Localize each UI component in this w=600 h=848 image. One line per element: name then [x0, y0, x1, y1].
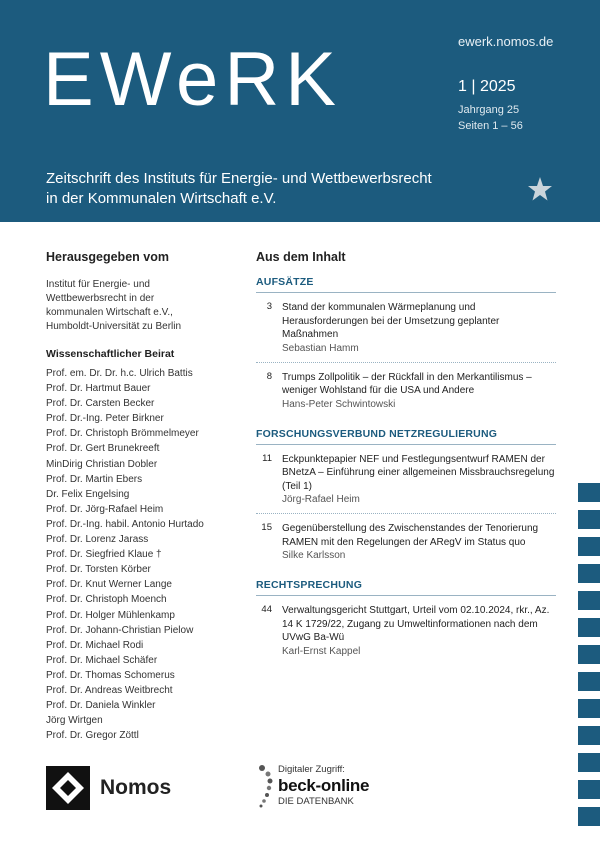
publisher-block	[46, 278, 236, 334]
divider	[256, 362, 556, 363]
volume-label: Jahrgang 25	[458, 104, 520, 116]
board-member: Prof. Dr. Christoph Brömmelmeyer	[46, 428, 199, 440]
article-entry[interactable]	[256, 453, 556, 508]
issue-number: 1 | 2025	[458, 78, 516, 95]
contents-heading: Aus dem Inhalt	[256, 250, 346, 264]
board-member: Prof. Dr. Hartmut Bauer	[46, 383, 151, 395]
section-title: RECHTSPRECHUNG	[256, 579, 556, 596]
article-title: Verwaltungsgericht Stuttgart, Urteil vom 02.10.2024, rkr., Az. 14 K 1729/22, Zugang zu Umweltinformationen nach dem UVwG Ba-Wü	[282, 605, 550, 643]
cover-header	[0, 0, 600, 222]
board-member: Prof. Dr. Knut Werner Lange	[46, 579, 172, 591]
board-member: Prof. Dr. Christoph Moench	[46, 594, 167, 606]
star-icon	[527, 176, 553, 202]
article-entry[interactable]	[256, 371, 556, 412]
board-member: Prof. Dr. Andreas Weitbrecht	[46, 684, 173, 696]
board-member: Prof. Dr. Gregor Zöttl	[46, 730, 139, 742]
edge-tab	[578, 672, 600, 691]
edge-tab	[578, 807, 600, 826]
edge-tab	[578, 537, 600, 556]
board-member: Prof. Dr. Johann-Christian Pielow	[46, 624, 194, 636]
board-member: MinDirig Christian Dobler	[46, 458, 158, 470]
journal-logo: EWeRK	[43, 37, 342, 122]
beck-online-wordmark: beck-online	[278, 776, 370, 795]
digital-access-label: Digitaler Zugriff:	[278, 764, 345, 775]
edge-tab	[578, 780, 600, 799]
edge-tab	[578, 753, 600, 772]
article-page: 11	[262, 452, 272, 464]
publisher-line: Humboldt-Universität zu Berlin	[46, 321, 182, 332]
board-member: Prof. Dr. Torsten Körber	[46, 564, 151, 576]
article-entry[interactable]	[256, 604, 556, 659]
article-page: 3	[266, 301, 272, 312]
article-title: Trumps Zollpolitik – der Rückfall in den Merkantilismus – weniger Wohlstand für die USA und Andere	[282, 371, 532, 396]
edge-tab	[578, 699, 600, 718]
section-forschungsverbund	[256, 428, 556, 564]
section-title: FORSCHUNGSVERBUND NETZREGULIERUNG	[256, 428, 556, 445]
publisher-heading: Herausgegeben vom	[46, 250, 169, 264]
edge-tab	[578, 510, 600, 529]
edge-tab	[578, 483, 600, 502]
beck-dots-icon	[256, 764, 276, 810]
article-entry[interactable]	[256, 301, 556, 356]
board-member: Prof. em. Dr. Dr. h.c. Ulrich Battis	[46, 368, 193, 379]
edge-tab	[578, 564, 600, 583]
section-aufsaetze	[256, 276, 556, 412]
contents-column	[256, 250, 556, 659]
section-rechtsprechung	[256, 579, 556, 659]
board-member: Prof. Dr.-Ing. Peter Birkner	[46, 413, 164, 425]
pages-label: Seiten 1 – 56	[458, 120, 523, 132]
edge-tab	[578, 618, 600, 637]
board-member: Jörg Wirtgen	[46, 715, 103, 727]
publisher-line: Wettbewerbsrecht in der	[46, 293, 155, 304]
edge-tab	[578, 591, 600, 610]
publisher-line: kommunalen Wirtschaft e.V.,	[46, 307, 173, 318]
board-member: Prof. Dr. Jörg-Rafael Heim	[46, 503, 164, 515]
article-title: Eckpunktepapier NEF und Festlegungsentwurf RAMEN der BNetzA – Einführung einer allgemeinen Missbrauchsregelung (Teil 1)	[282, 453, 555, 492]
article-title: Stand der kommunalen Wärmeplanung und Herausforderungen bei der Umsetzung geplanter Maßnahmen	[282, 302, 500, 340]
advisory-board-heading: Wissenschaftlicher Beirat	[46, 348, 175, 360]
subtitle-line-2: in der Kommunalen Wirtschaft e.V.	[46, 190, 277, 207]
edge-tab	[578, 726, 600, 745]
board-member: Prof. Dr. Gert Brunekreeft	[46, 443, 160, 455]
article-author: Jörg-Rafael Heim	[282, 494, 360, 505]
article-entry[interactable]	[256, 522, 556, 563]
subtitle-line-1: Zeitschrift des Instituts für Energie- und Wettbewerbsrecht	[46, 170, 432, 187]
article-page: 15	[261, 522, 272, 533]
publisher-line: Institut für Energie- und	[46, 279, 150, 290]
board-member: Prof. Dr. Daniela Winkler	[46, 700, 156, 712]
article-author: Hans-Peter Schwintowski	[282, 398, 396, 410]
beck-online-subtitle: DIE DATENBANK	[278, 796, 354, 807]
board-member: Dr. Felix Engelsing	[46, 488, 130, 500]
nomos-brand[interactable]	[46, 766, 171, 810]
journal-url[interactable]: ewerk.nomos.de	[458, 34, 554, 49]
board-member: Prof. Dr. Lorenz Jarass	[46, 534, 149, 546]
board-member: Prof. Dr.-Ing. habil. Antonio Hurtado	[46, 518, 204, 530]
board-member: Prof. Dr. Carsten Becker	[46, 398, 155, 410]
board-member: Prof. Dr. Holger Mühlenkamp	[46, 609, 175, 621]
board-member: Prof. Dr. Siegfried Klaue †	[46, 549, 162, 561]
advisory-board-list	[46, 366, 236, 743]
nomos-logo-icon	[46, 766, 90, 810]
edge-tab	[578, 645, 600, 664]
article-author: Karl-Ernst Kappel	[282, 645, 361, 657]
edge-tabs	[578, 483, 600, 834]
board-member: Prof. Dr. Michael Schäfer	[46, 654, 158, 666]
board-member: Prof. Dr. Thomas Schomerus	[46, 669, 175, 681]
article-title: Gegenüberstellung des Zwischenstandes der Tenorierung RAMEN mit den Regelungen der ARegV im Status quo	[282, 523, 539, 548]
article-page: 8	[266, 370, 272, 382]
section-title: AUFSÄTZE	[256, 276, 556, 293]
divider	[256, 513, 556, 514]
editor-column	[46, 250, 236, 743]
article-page: 44	[261, 604, 272, 615]
article-author: Silke Karlsson	[282, 550, 346, 561]
board-member: Prof. Dr. Martin Ebers	[46, 473, 143, 485]
article-author: Sebastian Hamm	[282, 342, 359, 354]
board-member: Prof. Dr. Michael Rodi	[46, 639, 144, 651]
nomos-wordmark: Nomos	[100, 776, 172, 799]
